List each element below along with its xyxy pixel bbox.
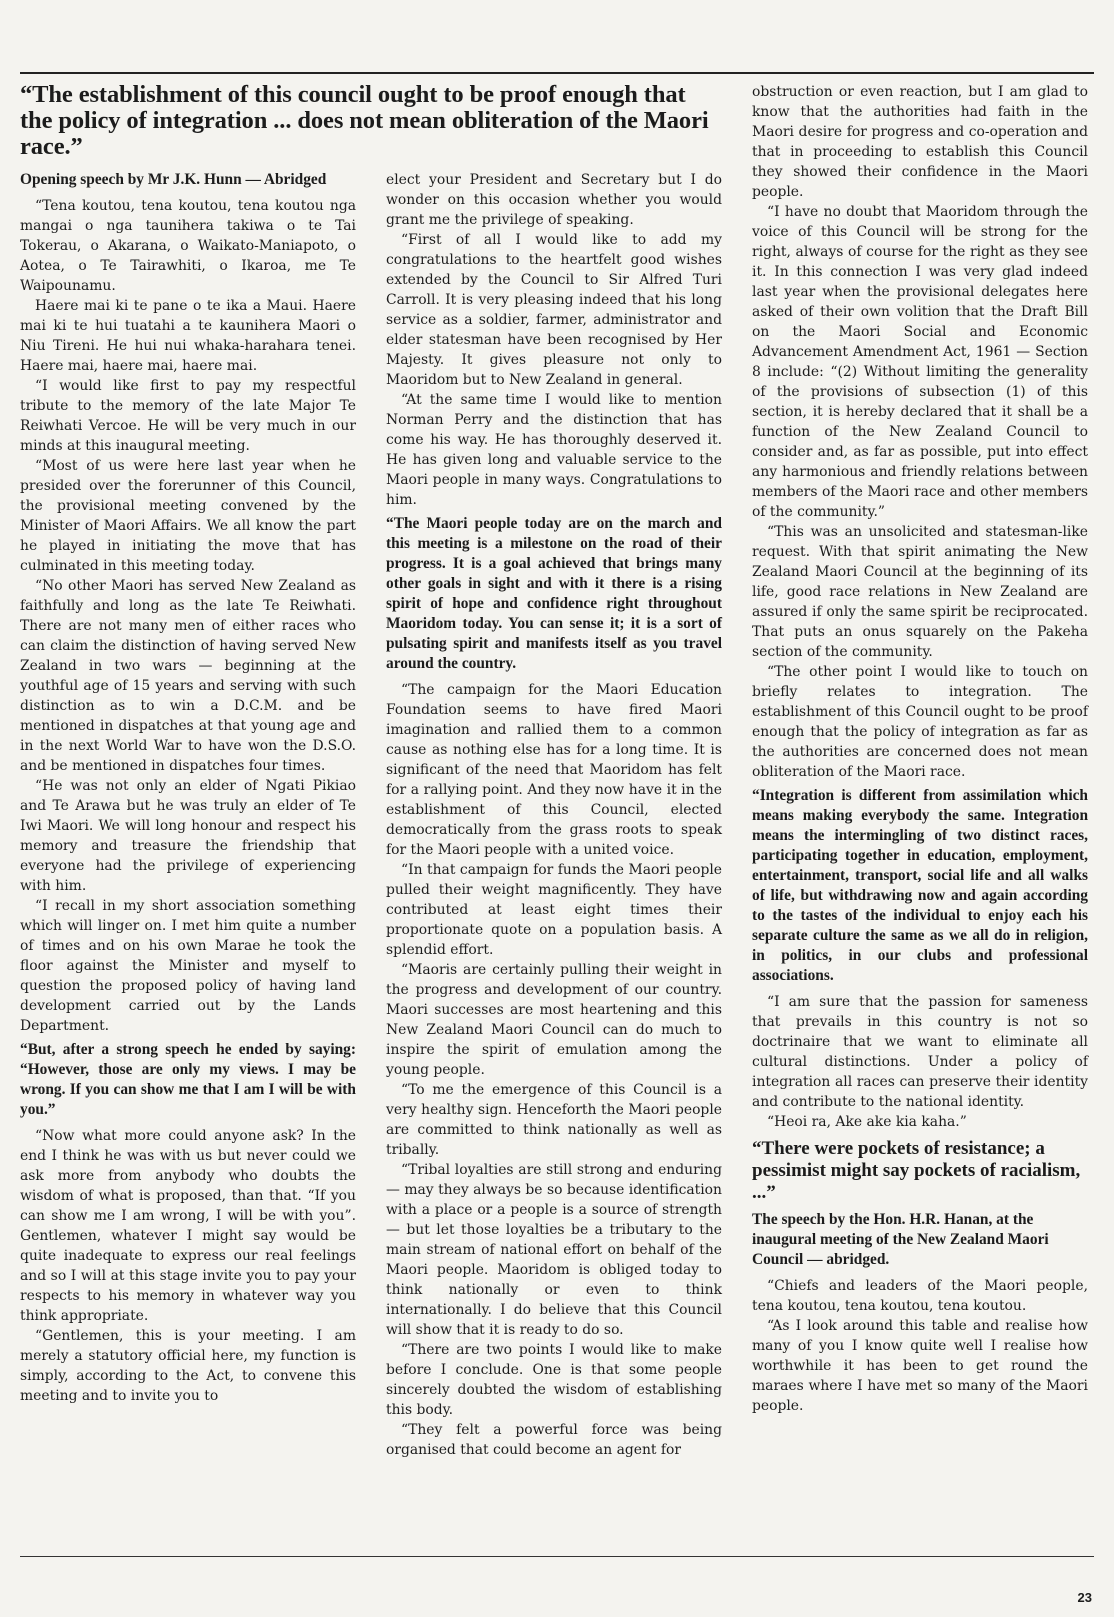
bottom-rule: [20, 1556, 1094, 1557]
page-number: 23: [1077, 1590, 1092, 1605]
paragraph: “They felt a powerful force was being organised that could become an agent for: [386, 1422, 722, 1458]
pull-quote: “The Maori people today are on the march and this meeting is a milestone on the road of their progress. It is a goal achieved that brings many other goals in sight and with it there is a rising spirit of hope and confidence right throughout Maoridom today. You can sense it; it is a sort of pulsating spirit and manifests itself as you travel around the country.: [386, 515, 722, 672]
pull-quote: “Integration is different from assimilation which means making everybody the same. Integration means the intermingling of two distinct races, participating together in education, employment, entertainment, transport, social life and all walks of life, but withdrawing now and again according to the tastes of the individual to enjoy each his separate culture the same as we all do in religion, in politics, in our clubs and professional associations.: [752, 787, 1088, 984]
paragraph: “I recall in my short association something which will linger on. I met him quite a number of times and on his own Marae he took the floor against the Minister and myself to question the proposed policy of having land development carried out by the Lands Department.: [20, 898, 356, 1034]
paragraph: “Tena koutou, tena koutou, tena koutou nga mangai o nga taunihera takiwa o te Tai Tokerau, o Akarana, o Waikato-Maniapoto, o Aotea, o Te Tairawhiti, o Ikaroa, me Te Waipounamu.: [20, 198, 356, 294]
paragraph: “I have no doubt that Maoridom through the voice of this Council will be strong for the right, always of course for the right as they see it. In this connection I was very glad indeed last year when the provisional delegates here asked of their own volition that the Draft Bill on the Maori Social and Economic Advancement Amendment Act, 1961 — Section 8 include: “(2) Without limiting the generality of the provisions of subsection (1) of this section, it is hereby declared that it shall be a function of the New Zealand Council to consider and, as far as possible, put into effect any harmonious and friendly relations between members of the Maori race and other members of the community.”: [752, 204, 1088, 520]
paragraph: elect your President and Secretary but I do wonder on this occasion whether you would grant me the privilege of speaking.: [386, 172, 722, 228]
paragraph: “Tribal loyalties are still strong and enduring — may they always be so because identification with a place or a people is a source of strength — but let those loyalties be a tributary to the main stream of national effort on behalf of the Maori people. Maoridom is obliged today to think nationally or even to think internationally. I do believe that this Council will show that it is ready to do so.: [386, 1162, 722, 1338]
paragraph: “To me the emergence of this Council is a very healthy sign. Henceforth the Maori people are committed to think nationally as well as tribally.: [386, 1082, 722, 1158]
paragraph: “No other Maori has served New Zealand as faithfully and long as the late Te Reiwhati. There are not many men of either races who can claim the distinction of having served New Zealand in two wars — beginning at the youthful age of 15 years and serving with such distinction as to win a D.C.M. and be mentioned in dispatches at that young age and in the next World War to have won the D.S.O. and be mentioned in dispatches four times.: [20, 578, 356, 774]
paragraph: “In that campaign for funds the Maori people pulled their weight magnificently. They have contributed at least eight times their proportionate quote on a population basis. A splendid effort.: [386, 862, 722, 958]
paragraph: “The other point I would like to touch on briefly relates to integration. The establishment of this Council ought to be proof enough that the policy of integration as far as the authorities are concerned does not mean obliteration of the Maori race.: [752, 664, 1088, 780]
paragraph: obstruction or even reaction, but I am glad to know that the authorities had faith in the Maori desire for progress and co-operation and that in proceeding to establish this Council they showed their confidence in the Maori people.: [752, 84, 1088, 200]
pull-quote: “But, after a strong speech he ended by saying: “However, those are only my views. I may be wrong. If you can show me that I am I will be with you.”: [20, 1041, 356, 1118]
paragraph: “First of all I would like to add my congratulations to the heartfelt good wishes extended by the Council to Sir Alfred Turi Carroll. It is very pleasing indeed that his long service as a soldier, farmer, administrator and elder statesman have been recognised by Her Majesty. It gives pleasure not only to Maoridom but to New Zealand in general.: [386, 232, 722, 388]
paragraph: “I would like first to pay my respectful tribute to the memory of the late Major Te Reiwhati Vercoe. He will be very much in our minds at this inaugural meeting.: [20, 378, 356, 454]
paragraph: “As I look around this table and realise how many of you I know quite well I realise how worthwhile it has been to get round the maraes where I have met so many of the Maori people.: [752, 1318, 1088, 1414]
paragraph: “Heoi ra, Ake ake kia kaha.”: [767, 1114, 967, 1130]
paragraph: “Gentlemen, this is your meeting. I am merely a statutory official here, my function is simply, according to the Act, to convene this meeting and to invite you to: [20, 1328, 356, 1404]
headline: “The establishment of this council ought to be proof enough that the policy of integration ... does not mean obliteration of the Maori race.”: [20, 81, 709, 160]
paragraph: “He was not only an elder of Ngati Pikiao and Te Arawa but he was truly an elder of Te Iwi Maori. We will long honour and respect his memory and treasure the friendship that everyone had the privilege of experiencing with him.: [20, 778, 356, 894]
subheadline-hanan: “There were pockets of resistance; a pessimist might say pockets of racialism, ...”: [752, 1138, 1081, 1203]
byline-hanan: The speech by the Hon. H.R. Hanan, at the inaugural meeting of the New Zealand Maori Council — abridged.: [752, 1211, 1049, 1268]
column-3: [752, 82, 1088, 1416]
paragraph: “The campaign for the Maori Education Foundation seems to have fired Maori imagination and rallied them to a common cause as nothing else has for a long time. It is significant of the need that Maoridom has felt for a rallying point. And they now have it in the establishment of this Council, elected democratically from the grass roots to speak for the Maori people with a united voice.: [386, 682, 722, 858]
paragraph: “Maoris are certainly pulling their weight in the progress and development of our country. Maori successes are most heartening and this New Zealand Maori Council can do much to inspire the spirit of emulation among the young people.: [386, 962, 722, 1078]
column-1: [20, 170, 356, 1406]
paragraph: “This was an unsolicited and statesman-like request. With that spirit animating the New Zealand Maori Council at the beginning of its life, good race relations in New Zealand are assured if only the same spirit be reciprocated. That puts an onus squarely on the Pakeha section of the community.: [752, 524, 1088, 660]
paragraph: “Now what more could anyone ask? In the end I think he was with us but never could we ask more from anybody who doubts the wisdom of what is proposed, than that. “If you can show me I am wrong, I will be with you”. Gentlemen, whatever I might say would be quite inadequate to express our real feelings and so I will at this stage invite you to pay your respects to his memory in whatever way you think appropriate.: [20, 1128, 356, 1324]
paragraph: “Chiefs and leaders of the Maori people, tena koutou, tena koutou, tena koutou.: [752, 1278, 1088, 1314]
paragraph: “I am sure that the passion for sameness that prevails in this country is not so doctrinaire that we want to eliminate all cultural distinctions. Under a policy of integration all races can preserve their identity and contribute to the national identity.: [752, 994, 1088, 1110]
top-rule: [20, 72, 1094, 74]
paragraph: “There are two points I would like to make before I conclude. One is that some people sincerely doubted the wisdom of establishing this body.: [386, 1342, 722, 1418]
column-2: [386, 170, 722, 1460]
paragraph: Haere mai ki te pane o te ika a Maui. Haere mai ki te hui tuatahi a te kaunihera Maori o Niu Tireni. He hui nui whaka-harahara tenei. Haere mai, haere mai, haere mai.: [20, 298, 356, 374]
paragraph: “Most of us were here last year when he presided over the forerunner of this Council, the provisional meeting convened by the Minister of Maori Affairs. We all know the part he played in initiating the move that has culminated in this meeting today.: [20, 458, 356, 574]
byline-hunn: Opening speech by Mr J.K. Hunn — Abridged: [20, 171, 327, 188]
paragraph: “At the same time I would like to mention Norman Perry and the distinction that has come his way. He has thoroughly deserved it. He has given long and valuable service to the Maori people in many ways. Congratulations to him.: [386, 392, 722, 508]
